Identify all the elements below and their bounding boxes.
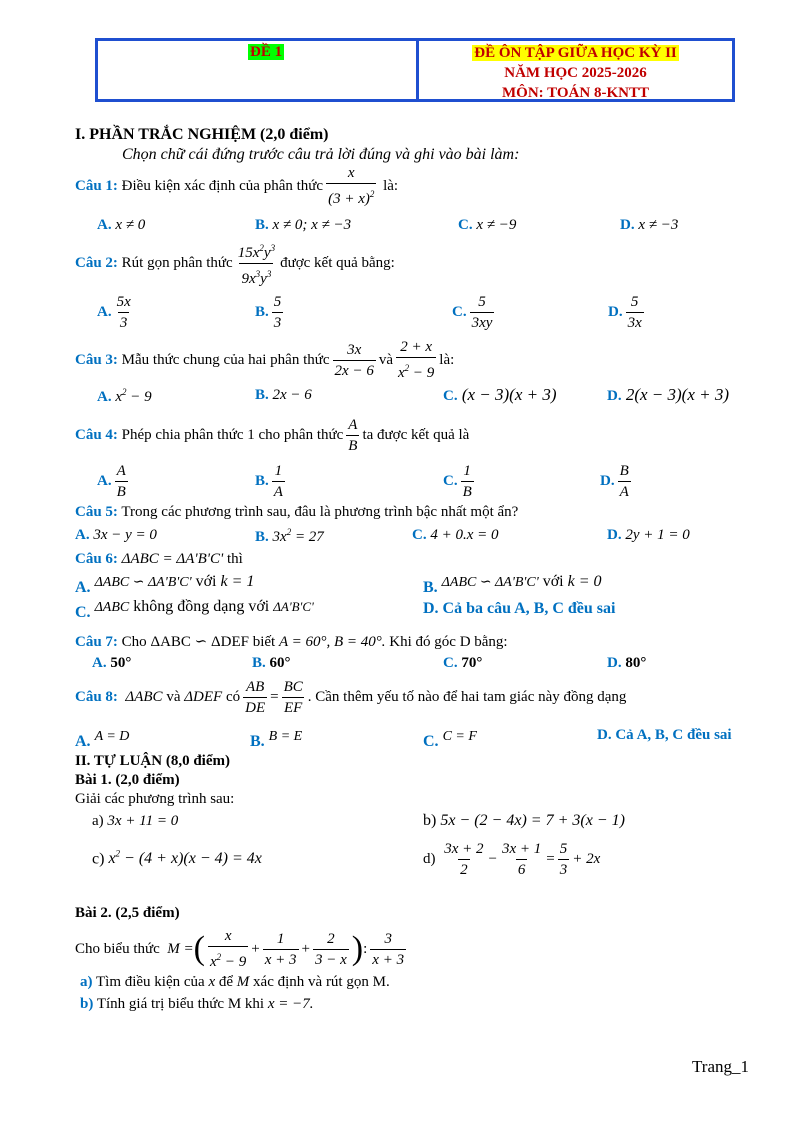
q4-option-a: A. $\frac{A}{B}$	[97, 462, 126, 500]
q2-option-b: B. $\frac{5}{3}$	[255, 293, 282, 331]
bai2-part-a: a) Tìm điều kiện của x để M xác định và rút gọn M.	[80, 974, 390, 990]
bai1-title: Bài 1. (2,0 điểm)	[75, 772, 180, 788]
q5-option-c: C. 4 + 0.x = 0	[412, 527, 499, 543]
q6-option-b: B. ΔABC ∽ ΔA'B'C' với k = 0	[423, 573, 602, 596]
q1-fraction: $\frac{x}{(3 + x)^2}$	[328, 165, 375, 207]
q3-option-c: C. (x − 3)(x + 3)	[443, 385, 557, 404]
q6-option-c: C. ΔABC không đồng dạng với ΔA'B'C'	[75, 598, 314, 621]
bai2-title: Bài 2. (2,5 điểm)	[75, 905, 180, 921]
section1-title: I. PHẦN TRẮC NGHIỆM (2,0 điểm)	[75, 126, 329, 143]
q8-option-d: D. Cả A, B, C đều sai	[597, 727, 732, 743]
q2-option-d: D. $\frac{5}{3x}$	[608, 293, 642, 331]
bai1-c: c) $x^2 - (4 + x)(x - 4) = 4x$	[92, 849, 262, 868]
q8-option-a: A. A = D	[75, 729, 130, 750]
header-box	[95, 38, 735, 102]
q3-option-a: A. $x^2 - 9$	[97, 387, 152, 405]
question-3: Câu 3: Mẫu thức chung của hai phân thức $\frac{3x}{2x - 6}$ và $\frac{2 + x}{x^2 - 9}$ là:	[75, 339, 455, 381]
section2-title: II. TỰ LUẬN (8,0 điểm)	[75, 753, 231, 769]
q6-option-a: A. ΔABC ∽ ΔA'B'C' với k = 1	[75, 573, 255, 596]
question-8: Câu 8: ΔABC và ΔDEF có $\frac{AB}{DE}$ = $\frac{BC}{EF}$ . Cần thêm yếu tố nào để hai tam giác này đồng dạng	[75, 678, 627, 716]
q8-option-b: B. B = E	[250, 729, 303, 750]
exam-number-badge: ĐỀ 1	[250, 44, 283, 60]
question-4: Câu 4: Phép chia phân thức 1 cho phân thức $\frac{A}{B}$ ta được kết quả là	[75, 416, 470, 454]
header-title-block	[419, 43, 732, 103]
q7-option-b: B. 60°	[252, 655, 291, 671]
bai1-b: b) 5x − (2 − 4x) = 7 + 3(x − 1)	[423, 812, 625, 829]
q3-option-d: D. 2(x − 3)(x + 3)	[607, 385, 730, 404]
q4-option-d: D. $\frac{B}{A}$	[600, 462, 629, 500]
q5-option-b: B. $3x^2 = 27$	[255, 527, 324, 545]
q7-option-c: C. 70°	[443, 655, 483, 671]
q4-option-b: B. $\frac{1}{A}$	[255, 462, 283, 500]
q7-option-d: D. 80°	[607, 655, 647, 671]
q7-option-a: A. 50°	[92, 655, 132, 671]
bai1-a: a) 3x + 11 = 0	[92, 813, 179, 829]
subject: MÔN: TOÁN 8-KNTT	[502, 85, 649, 101]
question-5: Câu 5: Trong các phương trình sau, đâu là phương trình bậc nhất một ẩn?	[75, 504, 519, 520]
question-6: Câu 6: ΔABC = ΔA'B'C' thì	[75, 551, 243, 567]
q2-option-a: A. $\frac{5x}{3}$	[97, 293, 131, 331]
q5-option-a: A. 3x − y = 0	[75, 527, 157, 543]
q6-option-d: D. Cả ba câu A, B, C đều sai	[423, 600, 616, 617]
school-year: NĂM HỌC 2025-2026	[504, 65, 647, 81]
exam-title: ĐỀ ÔN TẬP GIỮA HỌC KỲ II	[474, 45, 677, 61]
question-7: Câu 7: Cho ΔABC ∽ ΔDEF biết A = 60°, B = 40°. Khi đó góc D bằng:	[75, 634, 508, 650]
bai2-part-b: b) Tính giá trị biểu thức M khi x = −7.	[80, 996, 314, 1012]
q1-option-d: D. x ≠ −3	[620, 217, 679, 233]
bai1-d: d) $\frac{3x + 2}{2}$ − $\frac{3x + 1}{6}$ = $\frac{5}{3}$ + 2x	[423, 840, 601, 878]
question-1: Câu 1: Điều kiện xác định của phân thức $\frac{x}{(3 + x)^2}$ là:	[75, 165, 399, 207]
bai2-expression: Cho biểu thức M = ( $\frac{x}{x^2 - 9}$ + $\frac{1}{x + 3}$ + $\frac{2}{3 - x}$ ) : $\frac{3}{x + 3}$	[75, 928, 405, 970]
q3-option-b: B. 2x − 6	[255, 387, 312, 403]
question-2: Câu 2: Rút gọn phân thức $\frac{15x^2y^3}{9x^3y^3}$ được kết quả bằng:	[75, 240, 395, 286]
q4-option-c: C. $\frac{1}{B}$	[443, 462, 472, 500]
q2-option-c: C. $\frac{5}{3xy}$	[452, 293, 493, 331]
q8-option-c: C. C = F	[423, 729, 477, 750]
q1-option-b: B. x ≠ 0; x ≠ −3	[255, 217, 352, 233]
page-number: Trang_1	[692, 1057, 749, 1076]
section1-instruction: Chọn chữ cái đứng trước câu trả lời đúng và ghi vào bài làm:	[122, 146, 520, 163]
q5-option-d: D. 2y + 1 = 0	[607, 527, 690, 543]
q1-option-a: A. x ≠ 0	[97, 217, 146, 233]
bai1-instruction: Giải các phương trình sau:	[75, 791, 235, 807]
q1-option-c: C. x ≠ −9	[458, 217, 517, 233]
q2-fraction: $\frac{15x^2y^3}{9x^3y^3}$	[237, 242, 276, 287]
